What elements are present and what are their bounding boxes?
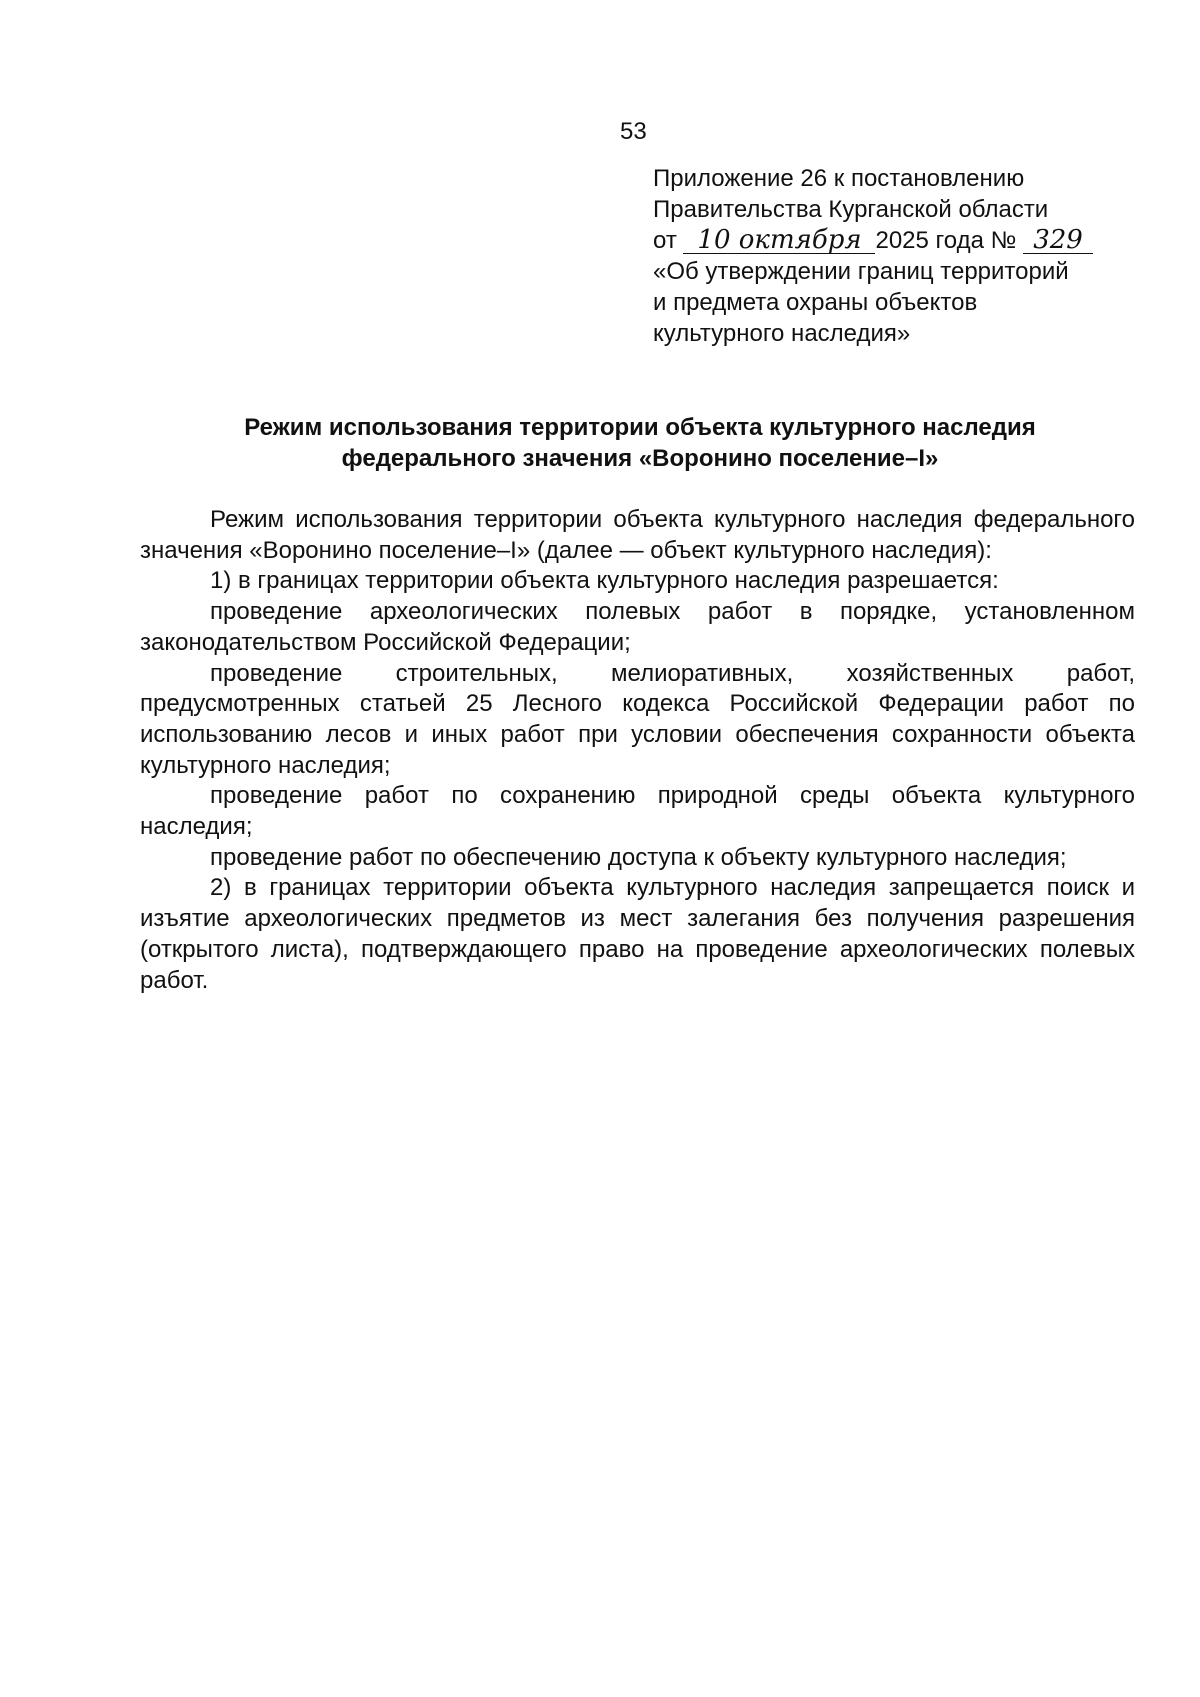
document-title xyxy=(140,412,1140,474)
appendix-block xyxy=(653,163,1133,349)
document-body xyxy=(140,505,1135,996)
paragraph-environment-works: проведение работ по сохранению природной среды объекта культурного наследия; xyxy=(140,782,1135,841)
appendix-line-3 xyxy=(653,225,1133,256)
appendix-line-4: «Об утверждении границ территорий xyxy=(653,258,1069,285)
paragraph-archaeological-works: проведение археологических полевых работ в порядке, установленном законодательством Российской Федерации; xyxy=(140,598,1135,656)
page-number: 53 xyxy=(620,118,647,145)
title-line-1: Режим использования территории объекта культурного наследия xyxy=(244,414,1036,441)
title-line-2: федерального значения «Воронино поселение–I» xyxy=(341,445,939,472)
paragraph-intro: Режим использования территории объекта культурного наследия федерального значения «Воронино поселение–I» (далее — объект культурного наследия): xyxy=(140,506,1135,564)
appendix-date-prefix: от xyxy=(653,227,677,254)
appendix-line-2: Правительства Курганской области xyxy=(653,196,1049,223)
paragraph-prohibited: 2) в границах территории объекта культурного наследия запрещается поиск и изъятие археологических предметов из мест залегания без получения разрешения (открытого листа), подтверждающего право на проведение археологических полевых работ. xyxy=(140,874,1135,994)
paragraph-access-works: проведение работ по обеспечению доступа к объекту культурного наследия; xyxy=(210,843,1067,871)
appendix-line-1: Приложение 26 к постановлению xyxy=(653,165,1025,192)
appendix-line-5: и предмета охраны объектов xyxy=(653,289,978,316)
appendix-year: 2025 года № xyxy=(875,227,1017,254)
paragraph-construction-works: проведение строительных, мелиоративных, хозяйственных работ, предусмотренных статьей 25 Лесного кодекса Российской Федерации работ по использованию лесов и иных работ при условии обеспечения сохранности объекта культурного наследия; xyxy=(140,659,1135,779)
handwritten-number: 329 xyxy=(1023,227,1093,254)
handwritten-date: 10 октября xyxy=(683,227,875,254)
paragraph-permitted-heading: 1) в границах территории объекта культурного наследия разрешается: xyxy=(210,567,999,595)
appendix-line-6: культурного наследия» xyxy=(653,320,911,347)
